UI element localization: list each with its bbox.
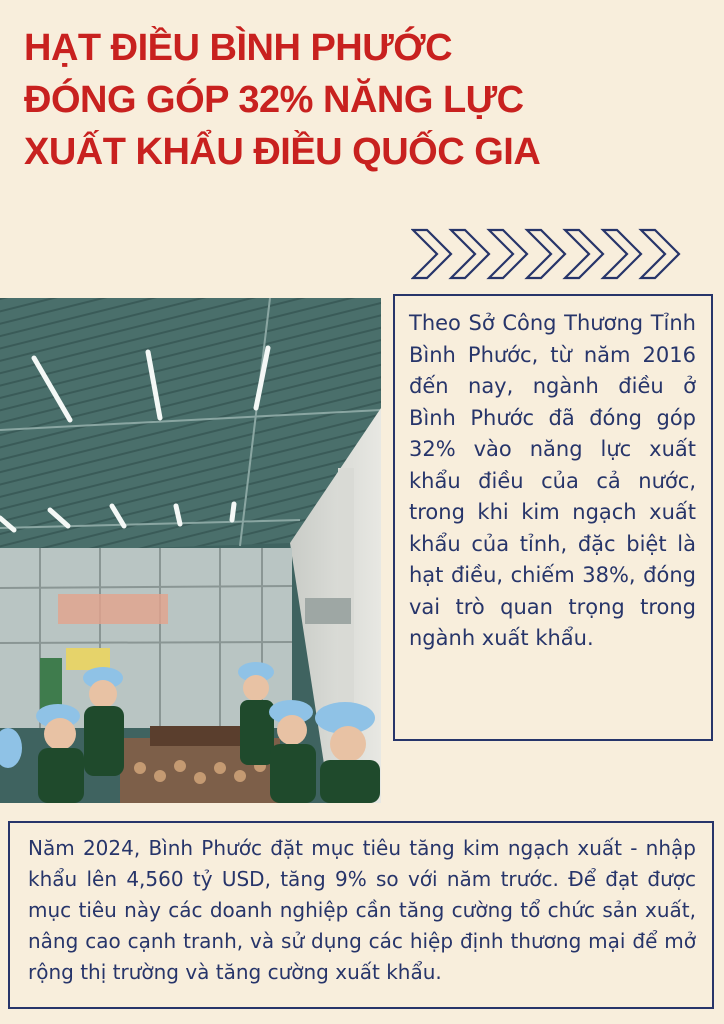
- title-line-3: XUẤT KHẨU ĐIỀU QUỐC GIA: [24, 131, 541, 173]
- chevron-decoration: [411, 226, 683, 282]
- chevron-right-icon: [641, 230, 679, 278]
- factory-photo: [0, 298, 381, 803]
- chevron-right-icon: [603, 230, 641, 278]
- page-title: [24, 22, 684, 178]
- target-text: Năm 2024, Bình Phước đặt mục tiêu tăng kim ngạch xuất - nhập khẩu lên 4,560 tỷ USD, tăng 9% so với năm trước. Để đạt được mục tiêu này các doanh nghiệp cần tăng cường tổ chức sản xuất, nâng cao cạnh tranh, và sử dụng các hiệp định thương mại để mở rộng thị trường và tăng cường xuất khẩu.: [28, 836, 696, 984]
- chevron-right-icon: [413, 230, 451, 278]
- chevron-right-icon: [527, 230, 565, 278]
- intro-text: Theo Sở Công Thương Tỉnh Bình Phước, từ năm 2016 đến nay, ngành điều ở Bình Phước đã đóng góp 32% vào năng lực xuất khẩu điều của cả nước, trong khi kim ngạch xuất khẩu của tỉnh, đặc biệt là hạt điều, chiếm 38%, đóng vai trò quan trọng trong ngành xuất khẩu.: [409, 311, 696, 650]
- intro-box: [393, 294, 713, 741]
- chevron-right-icon: [489, 230, 527, 278]
- title-line-1: HẠT ĐIỀU BÌNH PHƯỚC: [24, 27, 453, 69]
- target-box: [8, 821, 714, 1009]
- title-line-2: ĐÓNG GÓP 32% NĂNG LỰC: [24, 79, 524, 121]
- chevron-right-icon: [565, 230, 603, 278]
- chevron-right-icon: [451, 230, 489, 278]
